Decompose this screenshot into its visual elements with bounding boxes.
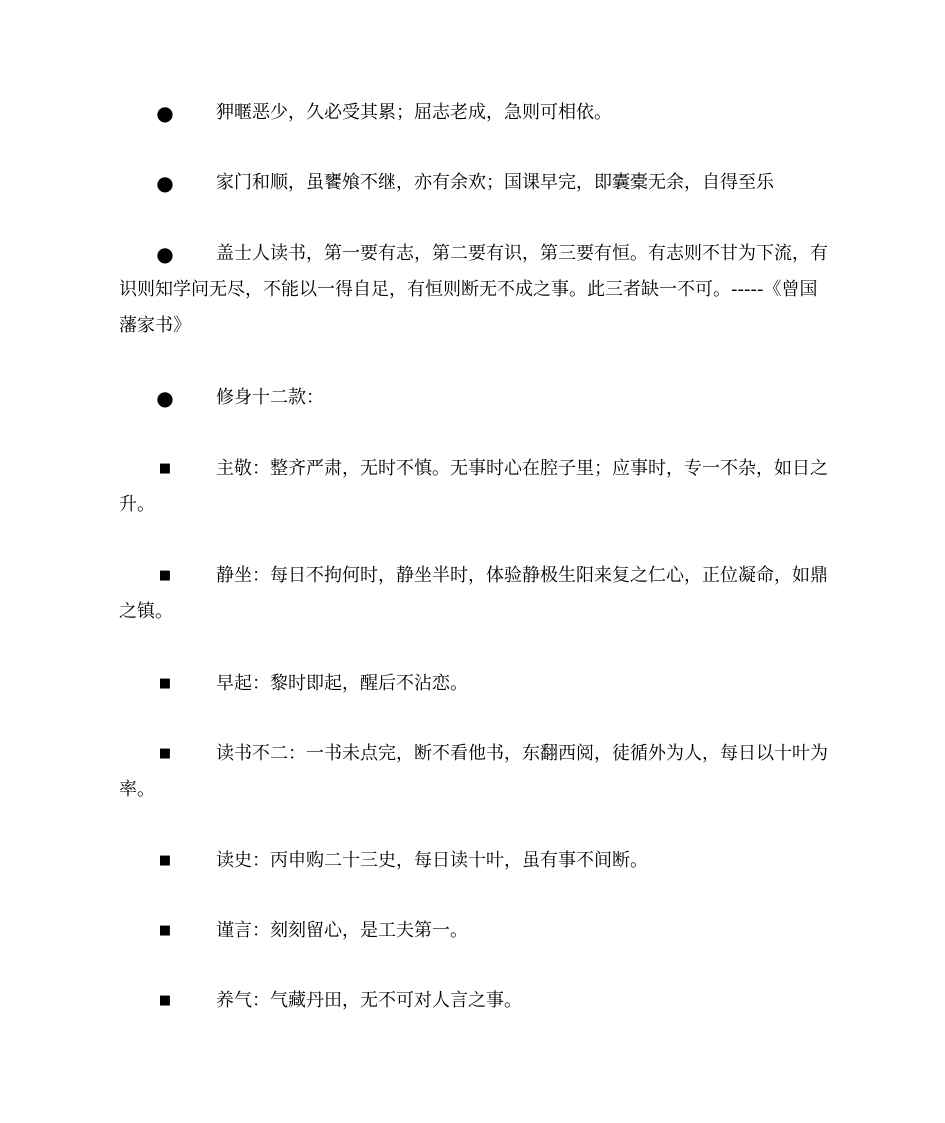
- list-item-text: 狎暱恶少，久必受其累；屈志老成，急则可相依。: [216, 102, 612, 123]
- list-item-text: 修身十二款：: [216, 387, 324, 408]
- bullet-marker: ■: [158, 676, 172, 691]
- list-item-text: 家门和顺，虽饔飧不继，亦有余欢；国课早完，即囊橐无余，自得至乐: [216, 172, 774, 193]
- bullet-marker: ■: [158, 568, 172, 583]
- list-item-text: 早起：黎时即起，醒后不沾恋。: [216, 673, 468, 694]
- list-item-text: 读史：丙申购二十三史，每日读十叶，虽有事不间断。: [216, 850, 648, 871]
- list-item-text: 主敬：整齐严肃，无时不慎。无事时心在腔子里；应事时，专一不杂，如日之升。: [119, 458, 828, 515]
- list-item-text: 养气：气藏丹田，无不可对人言之事。: [216, 990, 522, 1011]
- bullet-marker: ■: [158, 853, 172, 868]
- bullet-marker: ●: [156, 242, 174, 266]
- list-item-text: 盖士人读书，第一要有志，第二要有识，第三要有恒。有志则不甘为下流，有识则知学问无尽，不能以一得自足，有恒则断无不成之事。此三者缺一不可。-----《曾国藩家书》: [119, 243, 828, 336]
- list-item-text: 静坐：每日不拘何时，静坐半时，体验静极生阳来复之仁心，正位凝命，如鼎之镇。: [119, 565, 828, 622]
- bullet-marker: ●: [156, 386, 174, 410]
- bullet-marker: ●: [156, 171, 174, 195]
- bullet-marker: ■: [158, 923, 172, 938]
- bullet-marker: ■: [158, 461, 172, 476]
- bullet-marker: ■: [158, 993, 172, 1008]
- list-item-text: 谨言：刻刻留心，是工夫第一。: [216, 920, 468, 941]
- bullet-marker: ●: [156, 101, 174, 125]
- list-item-text: 读书不二：一书未点完，断不看他书，东翻西阅，徒循外为人，每日以十叶为率。: [119, 743, 828, 800]
- bullet-marker: ■: [158, 746, 172, 761]
